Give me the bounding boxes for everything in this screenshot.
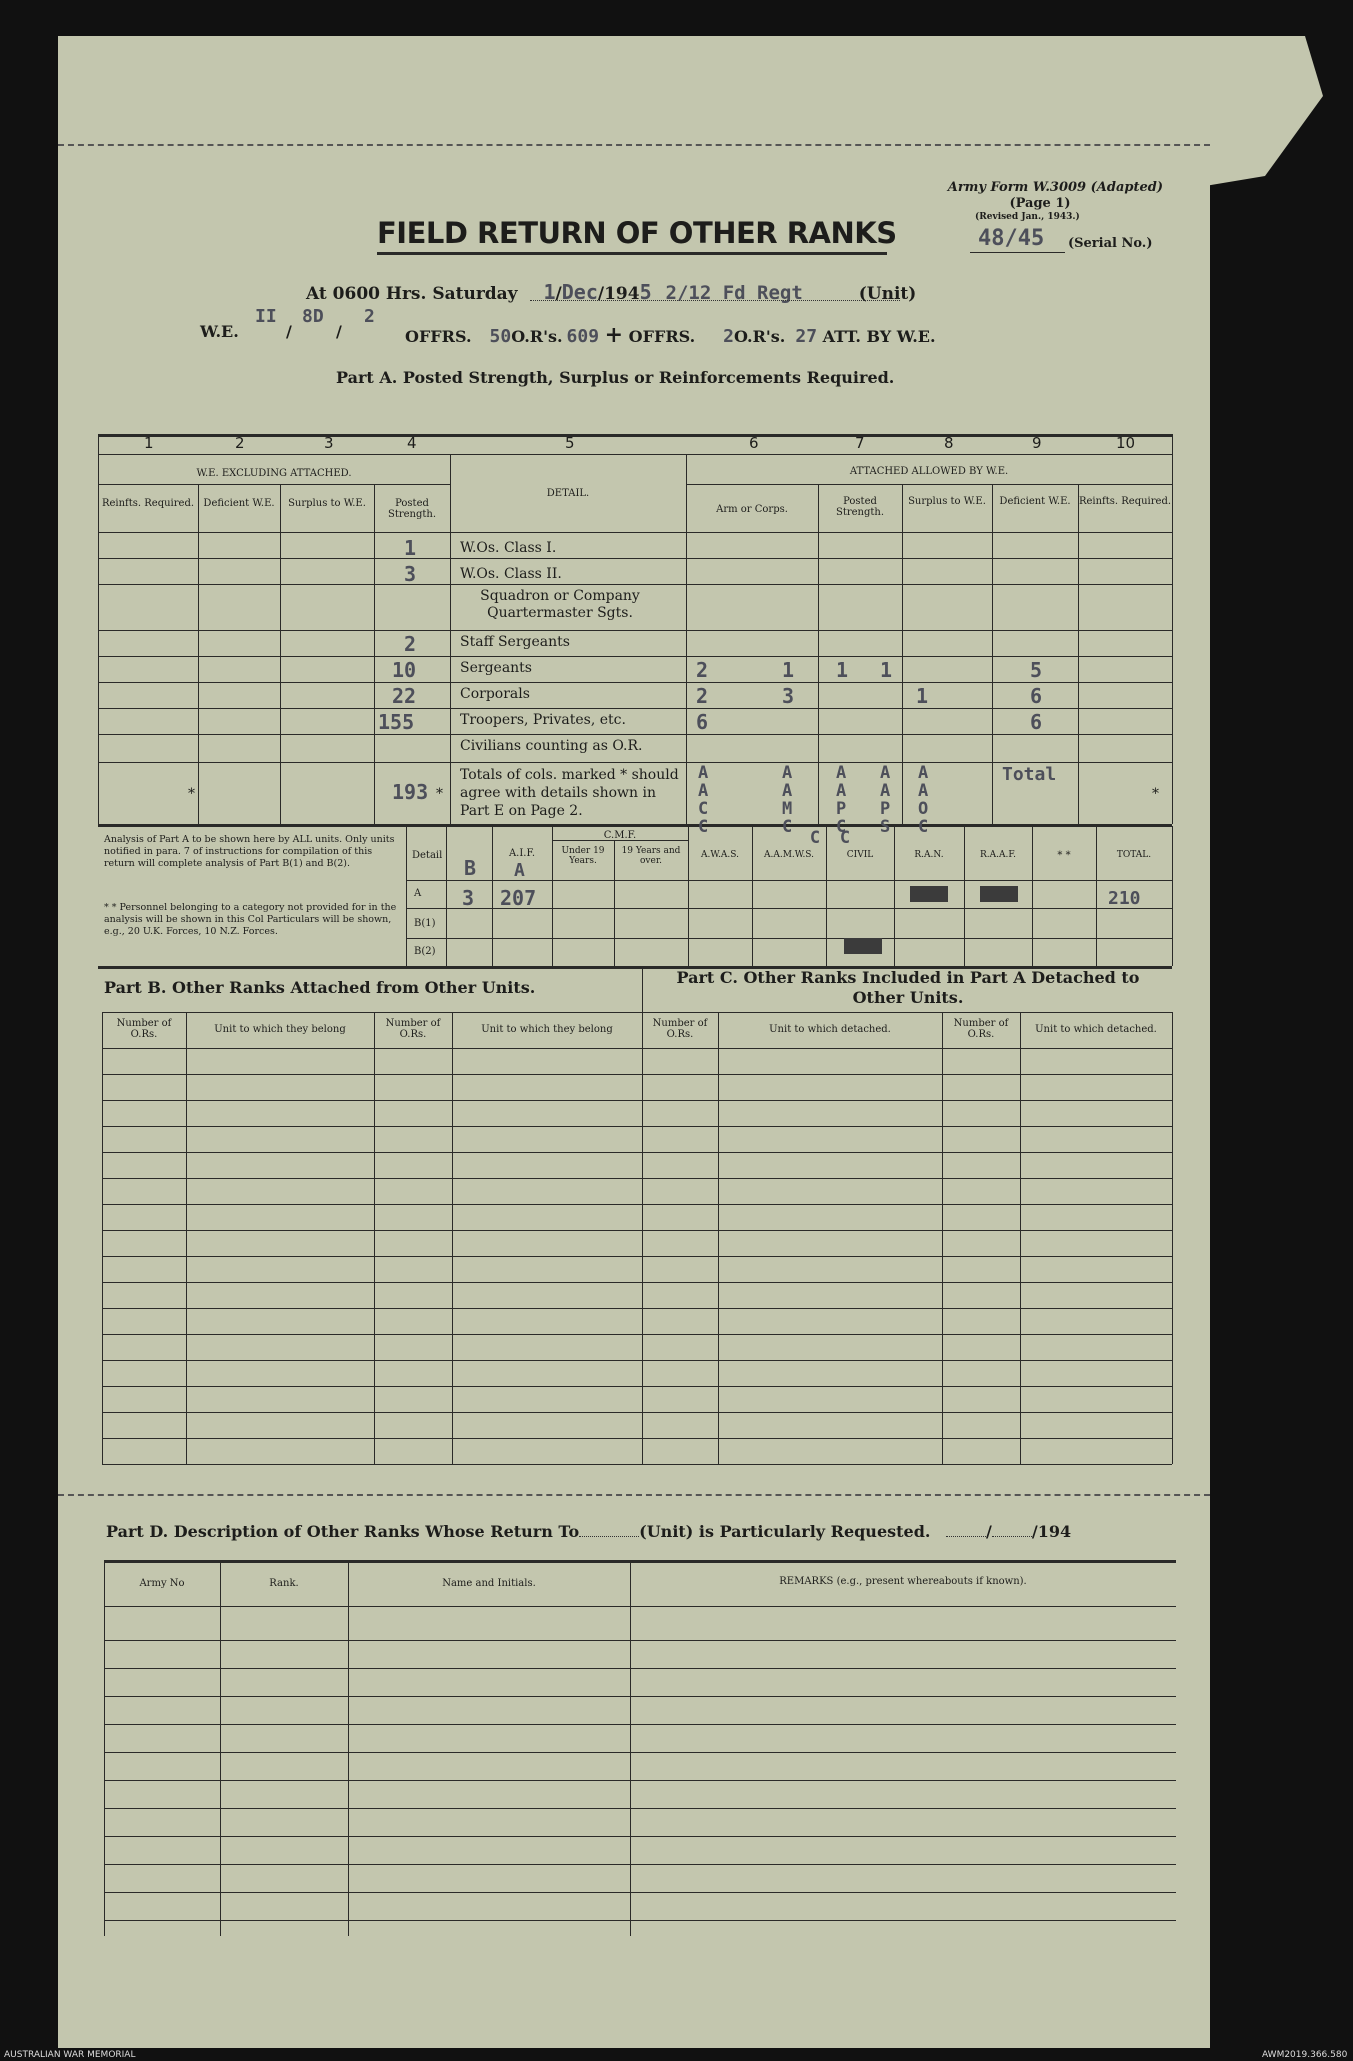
part-d-title: Part D. Description of Other Ranks Whose Return To (Unit) is Particularly Requested. / /194 bbox=[106, 1522, 1072, 1541]
row-a-aif: 207 bbox=[500, 886, 537, 910]
analysis-note: Analysis of Part A to be shown here by ALL units. Only units notified in para. 7 of instructions for compilation of this return will complete analysis of Part B(1) and B(2). bbox=[104, 834, 395, 869]
analysis-head: A.A.M.W.S. bbox=[763, 850, 815, 860]
row-surplus: 1 bbox=[916, 684, 929, 708]
row-posted-att: 1 bbox=[880, 658, 893, 682]
col7-head: Posted Strength. bbox=[835, 496, 885, 518]
row-arm-corps: 1 bbox=[782, 658, 795, 682]
row-posted: 155 bbox=[378, 710, 415, 734]
corps-code: A A M C bbox=[782, 763, 793, 837]
we-line: W.E. II 8D 2 / / OFFRS. 50O.R's. 609 + OFFRS. 2O.R's. 27 ATT. BY W.E. bbox=[200, 306, 936, 348]
row-b1-label: B(1) bbox=[414, 918, 436, 929]
part-b-title: Part B. Other Ranks Attached from Other Units. bbox=[104, 978, 536, 997]
part-d-head: Rank. bbox=[269, 1578, 299, 1589]
part-c-head: Unit to which detached. bbox=[769, 1024, 891, 1035]
row-detail: Troopers, Privates, etc. bbox=[460, 712, 626, 728]
analysis-head: 19 Years and over. bbox=[621, 846, 681, 866]
we-excluding-header: W.E. EXCLUDING ATTACHED. bbox=[196, 468, 352, 479]
serial-line bbox=[970, 252, 1065, 253]
totals-detail: Totals of cols. marked * should agree with details shown in Part E on Page 2. bbox=[460, 767, 679, 819]
part-b-c-table bbox=[102, 1012, 1172, 1464]
row-posted: 3 bbox=[404, 562, 417, 586]
row-a-detail: 3 bbox=[462, 886, 475, 910]
analysis-b-mark: B bbox=[464, 856, 477, 880]
analysis-head: Under 19 Years. bbox=[561, 846, 605, 866]
analysis-head: R.A.A.F. bbox=[979, 850, 1017, 860]
footer-right: AWM2019.366.580 bbox=[1262, 2050, 1348, 2060]
col10-head: Reinfts. Required. bbox=[1078, 496, 1172, 507]
row-detail: Squadron or Company Quartermaster Sgts. bbox=[480, 588, 640, 621]
row-detail: Sergeants bbox=[460, 660, 532, 676]
col9-head: Deficient W.E. bbox=[999, 496, 1071, 507]
analysis-head: * * bbox=[1057, 850, 1071, 861]
col6-head: Arm or Corps. bbox=[716, 504, 788, 515]
perforation-top bbox=[58, 144, 1210, 146]
analysis-head: A.W.A.S. bbox=[701, 850, 739, 860]
time-line: At 0600 Hrs. Saturday 1/Dec/1945 2/12 Fd Regt (Unit) bbox=[306, 280, 917, 304]
star-marker: * bbox=[436, 786, 443, 802]
part-d-head: Name and Initials. bbox=[442, 1578, 536, 1589]
total-label: Total bbox=[1002, 764, 1057, 785]
star-marker: * bbox=[188, 786, 195, 802]
corps-code: C bbox=[809, 828, 821, 848]
row-posted: 2 bbox=[404, 632, 417, 656]
col1-head: Reinfts. Required. bbox=[101, 498, 195, 509]
form-name: Army Form W.3009 (Adapted) bbox=[947, 180, 1163, 195]
perforation-middle bbox=[58, 1494, 1210, 1496]
row-arm-corps: 2 bbox=[696, 684, 709, 708]
row-detail: W.Os. Class I. bbox=[460, 540, 557, 556]
row-detail: Civilians counting as O.R. bbox=[460, 738, 643, 754]
row-detail: W.Os. Class II. bbox=[460, 566, 562, 582]
analysis-note-2: * * Personnel belonging to a category not provided for in the analysis will be shown in this Col Particulars will be shown, e.g., 20 U.K. Forces, 10 N.Z. Forces. bbox=[104, 902, 397, 937]
row-posted-att: 1 bbox=[836, 658, 849, 682]
part-d-table bbox=[104, 1560, 1176, 1936]
row-arm-corps: 3 bbox=[782, 684, 795, 708]
row-detail: Staff Sergeants bbox=[460, 634, 570, 650]
analysis-head: R.A.N. bbox=[914, 850, 944, 860]
paper-tab bbox=[1205, 36, 1325, 186]
serial-label: (Serial No.) bbox=[1068, 236, 1153, 251]
part-c-head: Unit to which detached. bbox=[1035, 1024, 1157, 1035]
part-d-head: Army No bbox=[139, 1578, 185, 1589]
column-numbers: 1 2 3 4 5 6 7 8 9 10 bbox=[144, 434, 1136, 452]
redaction-block bbox=[844, 938, 882, 954]
corps-code: A A P S bbox=[880, 763, 891, 837]
part-c-head: Number of O.Rs. bbox=[953, 1018, 1009, 1040]
col4-head: Posted Strength. bbox=[387, 498, 437, 520]
redaction-block bbox=[910, 886, 948, 902]
cmf-head: C.M.F. bbox=[603, 830, 637, 841]
title-underline bbox=[377, 252, 887, 255]
analysis-aif-mark: A bbox=[514, 860, 525, 881]
serial-value: 48/45 bbox=[978, 226, 1045, 251]
part-b-head: Number of O.Rs. bbox=[116, 1018, 172, 1040]
part-d-head: REMARKS (e.g., present whereabouts if known). bbox=[779, 1576, 1027, 1587]
row-b2-label: B(2) bbox=[414, 946, 436, 957]
row-detail: Corporals bbox=[460, 686, 530, 702]
part-c-title: Part C. Other Ranks Included in Part A Detached to Other Units. bbox=[676, 968, 1140, 1007]
row-a-total: 210 bbox=[1108, 888, 1141, 909]
row-deficient: 6 bbox=[1030, 684, 1043, 708]
analysis-detail-head: Detail bbox=[412, 850, 443, 861]
part-c-head: Number of O.Rs. bbox=[652, 1018, 708, 1040]
row-arm-corps: 6 bbox=[696, 710, 709, 734]
row-deficient: 6 bbox=[1030, 710, 1043, 734]
redaction-block bbox=[980, 886, 1018, 902]
star-marker: * bbox=[1152, 786, 1159, 802]
page-number: (Page 1) bbox=[1009, 196, 1071, 211]
totals-posted: 193 bbox=[392, 780, 429, 804]
col8-head: Surplus to W.E. bbox=[908, 496, 986, 507]
row-posted: 1 bbox=[404, 536, 417, 560]
row-a-label: A bbox=[414, 888, 422, 899]
page-title: FIELD RETURN OF OTHER RANKS bbox=[377, 216, 897, 250]
part-b-head: Unit to which they belong bbox=[214, 1024, 346, 1035]
analysis-head: A.I.F. bbox=[508, 848, 536, 859]
col2-head: Deficient W.E. bbox=[203, 498, 275, 509]
col3-head: Surplus to W.E. bbox=[288, 498, 366, 509]
row-arm-corps: 2 bbox=[696, 658, 709, 682]
analysis-head: CIVIL bbox=[846, 850, 874, 860]
revised-date: (Revised Jan., 1943.) bbox=[975, 212, 1080, 222]
analysis-head: TOTAL. bbox=[1116, 850, 1152, 860]
corps-code: A A O C bbox=[918, 763, 929, 837]
part-b-head: Number of O.Rs. bbox=[385, 1018, 441, 1040]
corps-code: C bbox=[839, 828, 851, 848]
attached-allowed-header: ATTACHED ALLOWED BY W.E. bbox=[849, 466, 1009, 477]
part-a-title: Part A. Posted Strength, Surplus or Reinforcements Required. bbox=[336, 368, 895, 387]
corps-code: A A P C bbox=[836, 763, 847, 837]
part-b-head: Unit to which they belong bbox=[481, 1024, 613, 1035]
footer-left: AUSTRALIAN WAR MEMORIAL bbox=[4, 2050, 136, 2060]
row-posted: 10 bbox=[392, 658, 417, 682]
row-deficient: 5 bbox=[1030, 658, 1043, 682]
row-posted: 22 bbox=[392, 684, 417, 708]
corps-code: A A C C bbox=[698, 763, 709, 837]
detail-header: DETAIL. bbox=[546, 488, 590, 499]
date-dotted-line bbox=[530, 300, 900, 301]
